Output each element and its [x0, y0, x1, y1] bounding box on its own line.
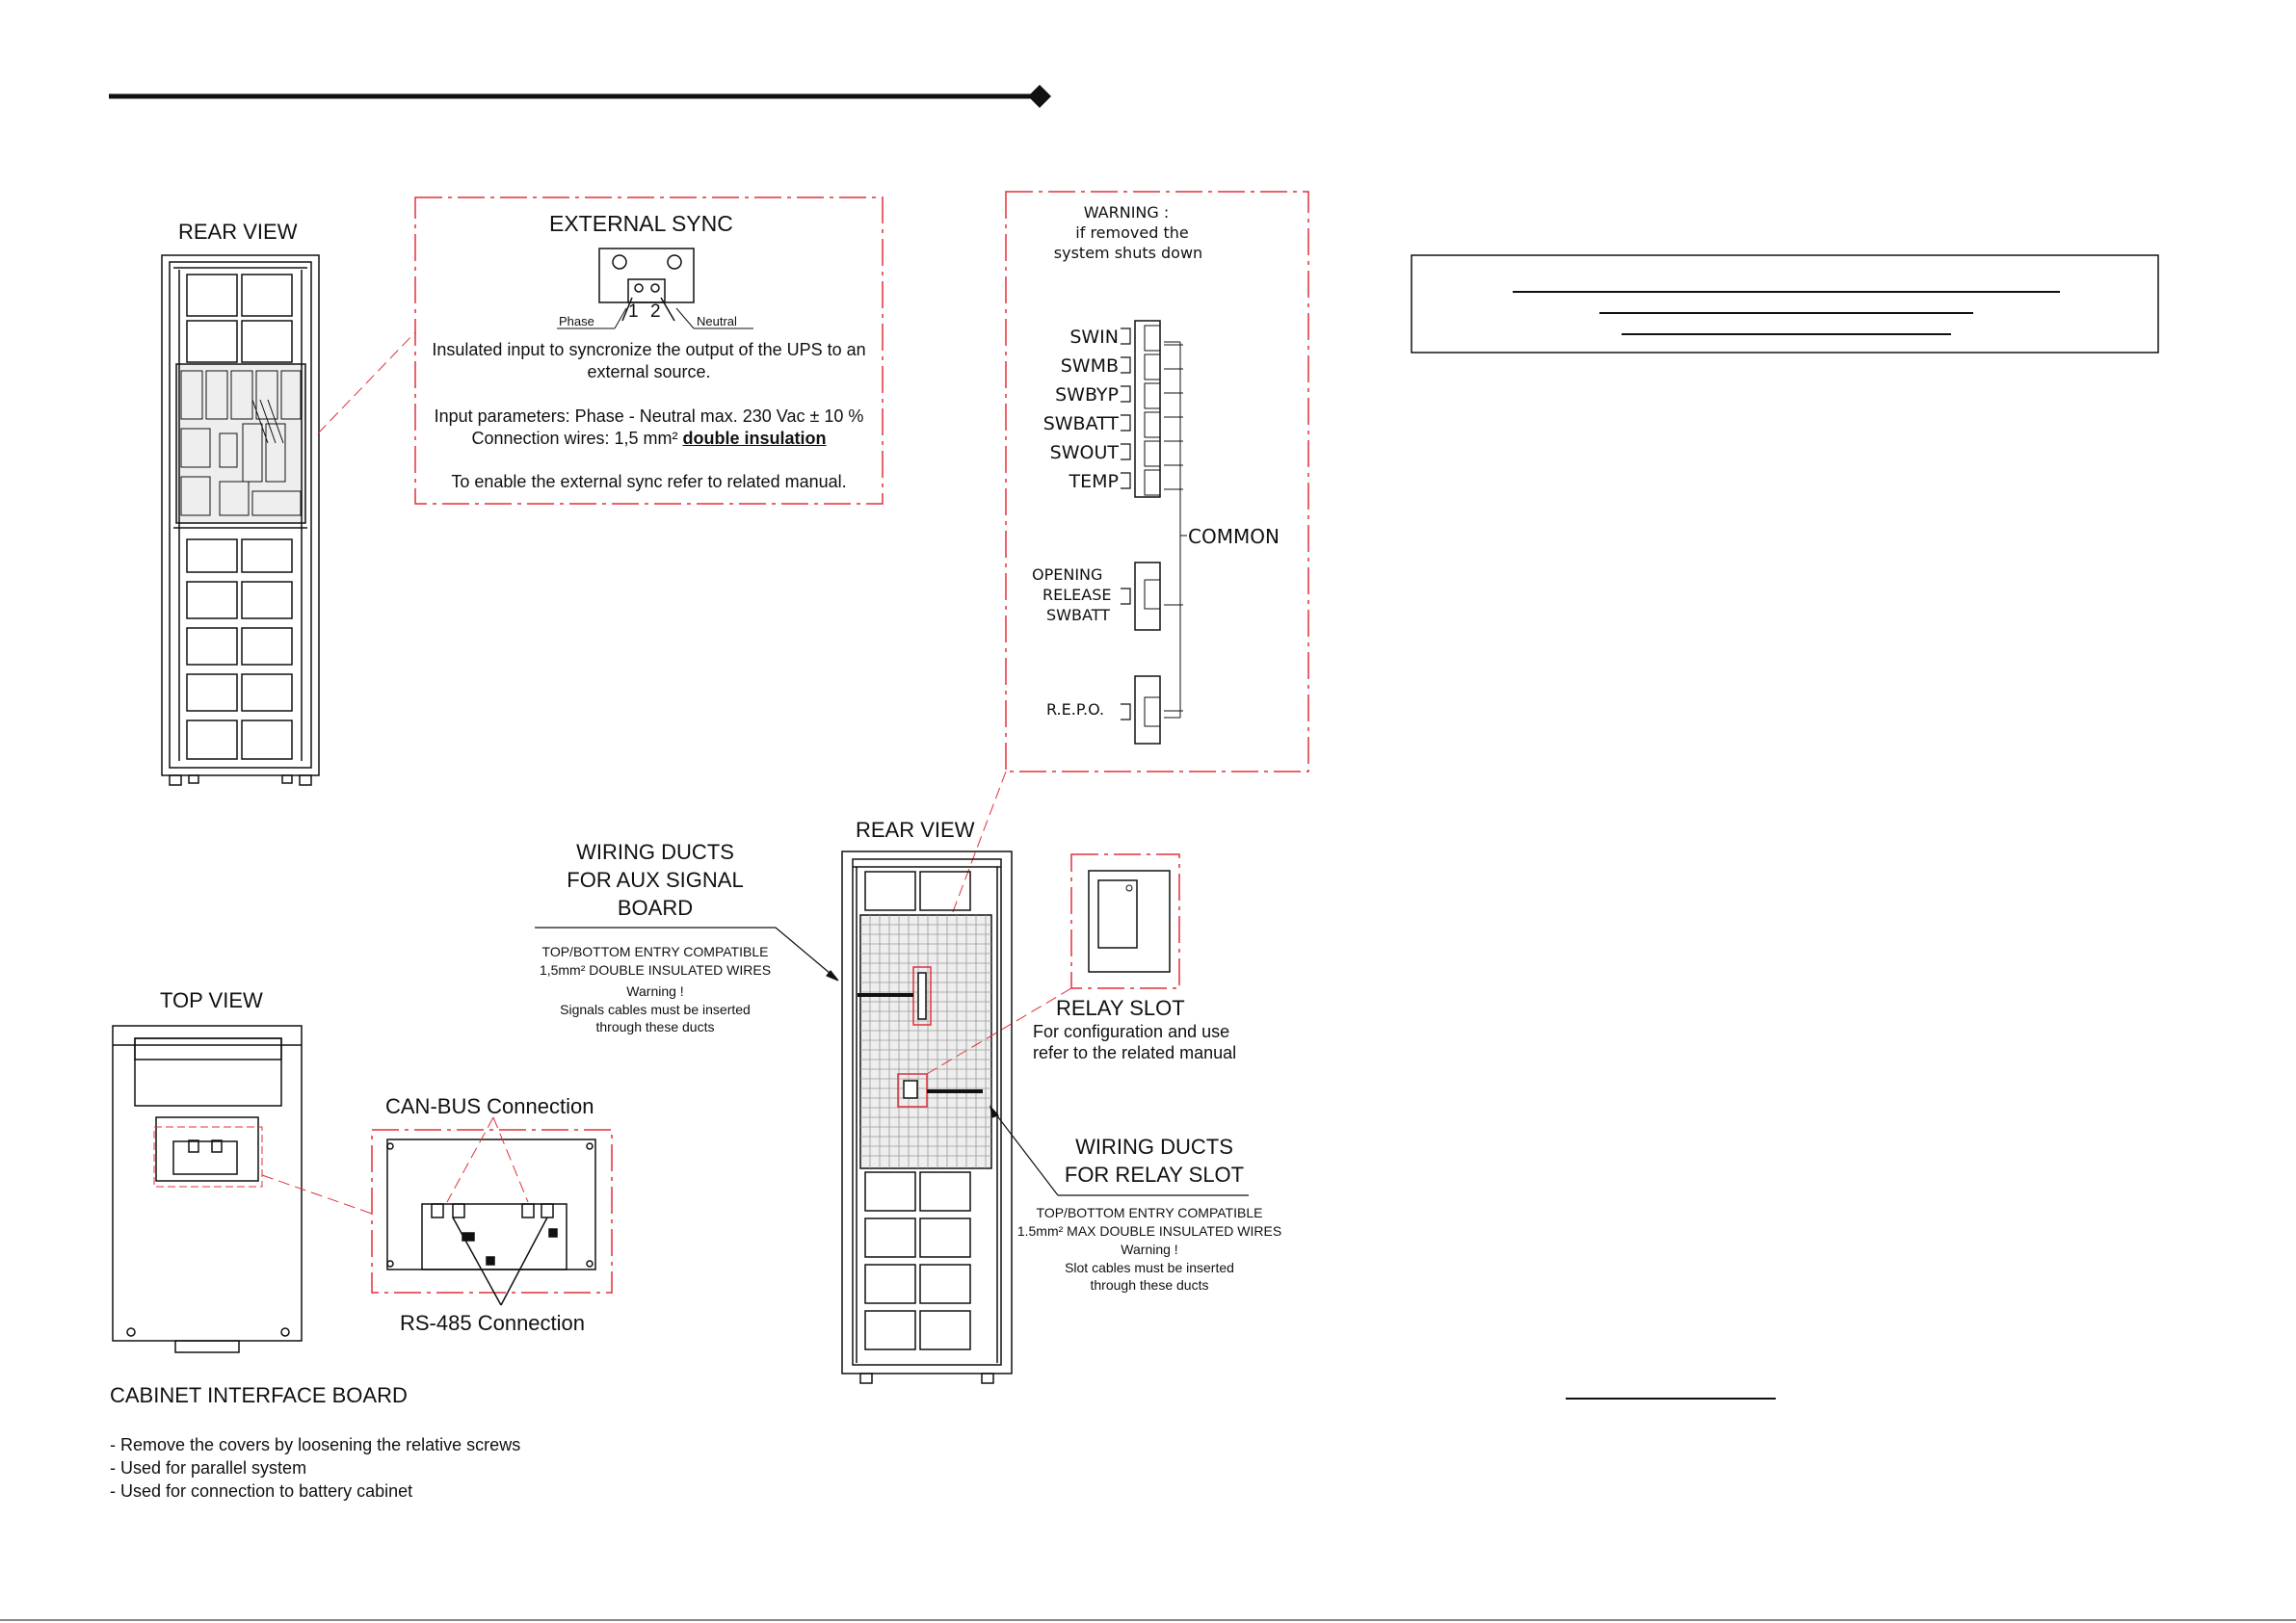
aux-ducts-title-line3: BOARD: [617, 896, 694, 920]
interface-board-item-2: - Used for parallel system: [110, 1458, 307, 1478]
relay-ducts-desc-line2: 1.5mm² MAX DOUBLE INSULATED WIRES: [1016, 1223, 1282, 1239]
aux-warning-line1: WARNING :: [1083, 203, 1170, 222]
sync-wires-emphasis: double insulation: [682, 429, 827, 448]
aux-signal-swin: SWIN: [1069, 327, 1119, 348]
top-view-cabinet: [113, 1026, 302, 1352]
aux-ducts-desc-line4: Signals cables must be inserted: [560, 1002, 751, 1017]
sync-wires-prefix: Connection wires: 1,5 mm²: [471, 429, 678, 448]
rear-view-2-title: REAR VIEW: [856, 818, 975, 842]
aux-terminal-strip: [1121, 321, 1187, 744]
aux-warning-line3: system shuts down: [1053, 244, 1203, 262]
repo-label: R.E.P.O.: [1046, 700, 1105, 719]
relay-slot-title: RELAY SLOT: [1056, 996, 1185, 1020]
title-block: [1412, 255, 2158, 353]
phase-label: Phase: [559, 314, 594, 328]
header-rule: [109, 85, 1051, 108]
aux-common-label: COMMON: [1188, 525, 1280, 548]
aux-signal-temp: TEMP: [1069, 471, 1119, 492]
aux-ducts-title-line2: FOR AUX SIGNAL: [567, 868, 744, 892]
relay-ducts-desc-line5: through these ducts: [1090, 1277, 1209, 1293]
rear-view-title: REAR VIEW: [178, 220, 298, 244]
sync-description-line2: external source.: [587, 362, 711, 381]
relay-ducts-desc-line3: Warning !: [1121, 1242, 1178, 1257]
opening-release-line3: SWBATT: [1046, 606, 1110, 624]
external-sync-title: EXTERNAL SYNC: [549, 211, 733, 236]
aux-ducts-desc-line2: 1,5mm² DOUBLE INSULATED WIRES: [539, 962, 772, 978]
relay-slot-desc-line1: For configuration and use: [1033, 1022, 1230, 1041]
sync-input-parameters: Input parameters: Phase - Neutral max. 230 Vac ± 10 %: [434, 406, 864, 426]
interface-board-item-3: - Used for connection to battery cabinet: [110, 1481, 413, 1501]
aux-ducts-desc-line3: Warning !: [626, 983, 684, 999]
sync-connection-wires: [415, 429, 883, 449]
relay-ducts-desc-line1: TOP/BOTTOM ENTRY COMPATIBLE: [1036, 1205, 1263, 1220]
rear-view-cabinet: [162, 255, 319, 785]
rear-view-cabinet-2: [842, 851, 1012, 1383]
terminal-1-label: 1: [628, 301, 639, 322]
sync-description-line1: Insulated input to syncronize the output of the UPS to an: [432, 340, 866, 359]
rs485-connection-label: RS-485 Connection: [400, 1311, 586, 1335]
top-view-title: TOP VIEW: [160, 988, 263, 1012]
sync-enable-note: To enable the external sync refer to related manual.: [451, 472, 847, 491]
aux-signal-swbyp: SWBYP: [1055, 384, 1119, 406]
terminal-2-label: 2: [650, 301, 661, 322]
top-view-leader: [262, 1175, 372, 1214]
canbus-callout: [372, 1117, 612, 1305]
aux-warning-line2: if removed the: [1075, 223, 1189, 242]
opening-release-line1: OPENING: [1032, 565, 1103, 584]
aux-ducts-desc-line1: TOP/BOTTOM ENTRY COMPATIBLE: [541, 944, 769, 959]
neutral-label: Neutral: [697, 314, 737, 328]
aux-signal-callout: [948, 192, 1308, 925]
aux-signal-swbatt: SWBATT: [1042, 413, 1119, 434]
relay-ducts-title-line1: WIRING DUCTS: [1075, 1135, 1233, 1159]
aux-signal-swout: SWOUT: [1049, 442, 1119, 463]
opening-release-line2: RELEASE: [1042, 586, 1112, 604]
aux-ducts-title-line1: WIRING DUCTS: [576, 840, 734, 864]
canbus-connection-label: CAN-BUS Connection: [385, 1094, 594, 1118]
interface-board-item-1: - Remove the covers by loosening the relative screws: [110, 1435, 521, 1454]
relay-slot-desc-line2: refer to the related manual: [1033, 1043, 1237, 1062]
relay-ducts-desc-line4: Slot cables must be inserted: [1065, 1260, 1234, 1275]
aux-signal-swmb: SWMB: [1060, 355, 1119, 377]
relay-ducts-title-line2: FOR RELAY SLOT: [1064, 1163, 1245, 1187]
interface-board-title: CABINET INTERFACE BOARD: [110, 1383, 408, 1407]
aux-ducts-desc-line5: through these ducts: [595, 1019, 715, 1034]
